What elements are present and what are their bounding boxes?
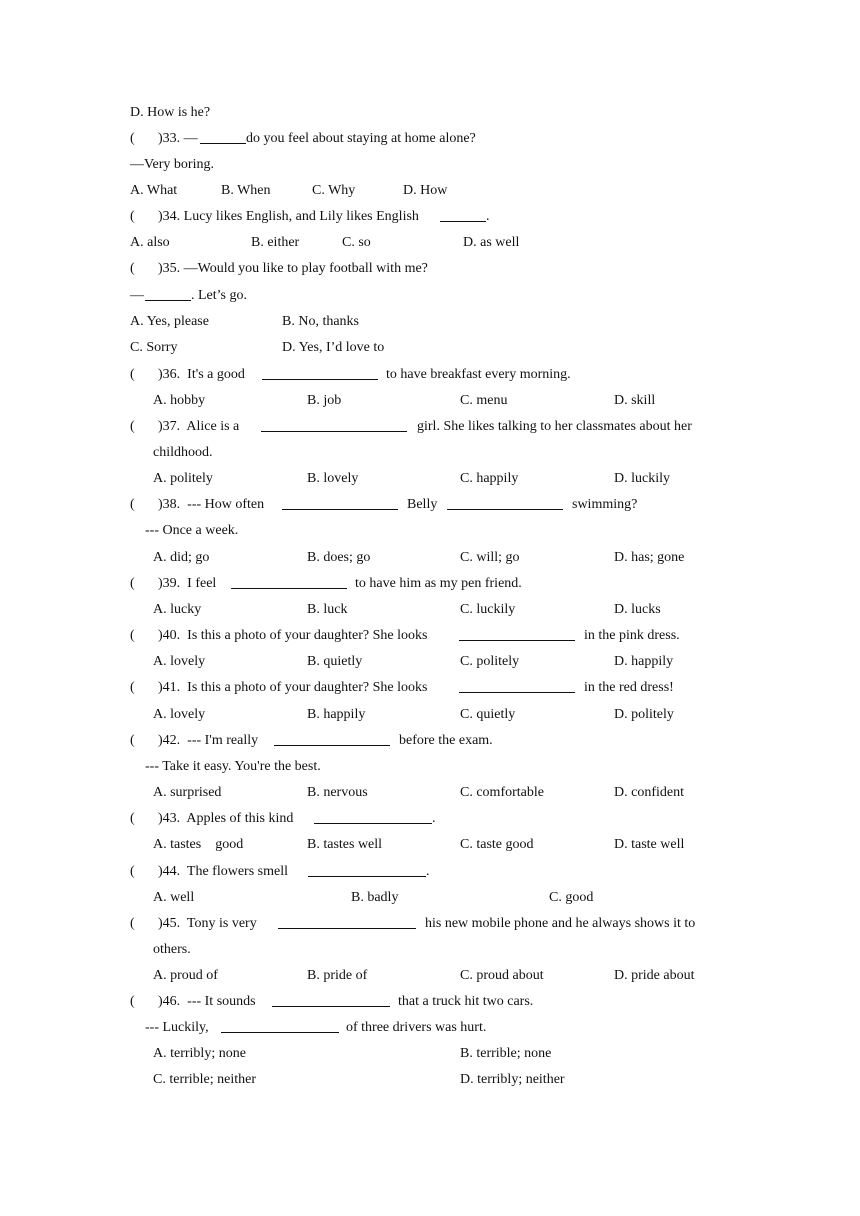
answer-blank	[231, 576, 347, 589]
q46-option-c: C. terrible; neither	[153, 1072, 257, 1087]
q39-option-d: D. lucks	[614, 602, 661, 617]
q44-option-b: B. badly	[351, 890, 399, 905]
q36-option-c: C. menu	[460, 393, 508, 408]
q37-option-a: A. politely	[153, 471, 213, 486]
q36-stem: ( )36. It's a good to have breakfast every morning.	[130, 367, 571, 382]
q43-option-d: D. taste well	[614, 837, 685, 852]
q38-answer: --- Once a week.	[145, 523, 239, 538]
q43-option-a: A. tastes good	[153, 837, 244, 852]
answer-blank	[459, 628, 575, 641]
answer-blank	[274, 733, 390, 746]
q40-stem: ( )40. Is this a photo of your daughter? She looks in the pink dress.	[130, 628, 680, 643]
q46-option-a: A. terribly; none	[153, 1046, 246, 1061]
answer-blank	[262, 367, 378, 380]
q33-option-d: D. How	[403, 183, 448, 198]
q43-option-c: C. taste good	[460, 837, 534, 852]
q36-option-a: A. hobby	[153, 393, 206, 408]
q39-option-b: B. luck	[307, 602, 348, 617]
q36-option-d: D. skill	[614, 393, 656, 408]
q35-reply: — . Let’s go.	[130, 288, 247, 303]
q45-stem: ( )45. Tony is very his new mobile phone and he always shows it to	[130, 916, 696, 931]
q38-option-a: A. did; go	[153, 550, 210, 565]
answer-paren: (	[130, 131, 135, 146]
answer-blank	[282, 497, 398, 510]
q33-stem: ( )33. — do you feel about staying at home alone?	[130, 131, 476, 146]
q40-option-b: B. quietly	[307, 654, 363, 669]
answer-blank	[314, 811, 432, 824]
answer-blank	[459, 680, 575, 693]
q45-stem-cont: others.	[153, 942, 191, 957]
q42-stem: ( )42. --- I'm really before the exam.	[130, 733, 493, 748]
answer-blank	[200, 131, 246, 144]
q33-option-c: C. Why	[312, 183, 356, 198]
q38-option-d: D. has; gone	[614, 550, 685, 565]
q35-option-c: C. Sorry	[130, 340, 178, 355]
q37-option-b: B. lovely	[307, 471, 359, 486]
q39-stem: ( )39. I feel to have him as my pen friend.	[130, 576, 522, 591]
q37-option-d: D. luckily	[614, 471, 670, 486]
q35-option-d: D. Yes, I’d love to	[282, 340, 385, 355]
q37-stem: ( )37. Alice is a girl. She likes talking to her classmates about her	[130, 419, 692, 434]
answer-blank	[308, 864, 426, 877]
q44-option-c: C. good	[549, 890, 594, 905]
q37-stem-cont: childhood.	[153, 445, 213, 460]
q37-option-c: C. happily	[460, 471, 519, 486]
q44-option-a: A. well	[153, 890, 195, 905]
q39-option-c: C. luckily	[460, 602, 516, 617]
q34-option-d: D. as well	[463, 235, 520, 250]
q40-option-a: A. lovely	[153, 654, 206, 669]
q45-option-c: C. proud about	[460, 968, 544, 983]
answer-blank	[272, 994, 390, 1007]
q42-option-b: B. nervous	[307, 785, 368, 800]
q41-option-b: B. happily	[307, 707, 366, 722]
q38-stem: ( )38. --- How often Belly swimming?	[130, 497, 638, 512]
answer-blank	[261, 419, 407, 432]
q40-option-c: C. politely	[460, 654, 520, 669]
q46-option-d: D. terribly; neither	[460, 1072, 565, 1087]
answer-blank	[278, 916, 416, 929]
q46-option-b: B. terrible; none	[460, 1046, 552, 1061]
q38-option-b: B. does; go	[307, 550, 371, 565]
q46-stem: ( )46. --- It sounds that a truck hit two cars.	[130, 994, 534, 1009]
answer-blank	[145, 288, 191, 301]
answer-blank	[440, 209, 486, 222]
q33-option-b: B. When	[221, 183, 271, 198]
q34-option-c: C. so	[342, 235, 371, 250]
q43-stem: ( )43. Apples of this kind .	[130, 811, 436, 826]
q41-option-d: D. politely	[614, 707, 674, 722]
answer-blank	[447, 497, 563, 510]
q43-option-b: B. tastes well	[307, 837, 383, 852]
q32-option-d: D. How is he?	[130, 105, 211, 120]
q40-option-d: D. happily	[614, 654, 674, 669]
q34-stem: ( )34. Lucy likes English, and Lily likes English .	[130, 209, 490, 224]
q41-stem: ( )41. Is this a photo of your daughter? She looks in the red dress!	[130, 680, 674, 695]
q33-answer: —Very boring.	[130, 157, 214, 172]
q42-option-a: A. surprised	[153, 785, 222, 800]
q39-option-a: A. lucky	[153, 602, 202, 617]
q45-option-b: B. pride of	[307, 968, 368, 983]
q46-reply: --- Luckily, of three drivers was hurt.	[145, 1020, 487, 1035]
q42-option-c: C. comfortable	[460, 785, 544, 800]
q42-option-d: D. confident	[614, 785, 684, 800]
q41-option-a: A. lovely	[153, 707, 206, 722]
q33-option-a: A. What	[130, 183, 178, 198]
q38-option-c: C. will; go	[460, 550, 520, 565]
q45-option-a: A. proud of	[153, 968, 218, 983]
q44-stem: ( )44. The flowers smell .	[130, 864, 430, 879]
q45-option-d: D. pride about	[614, 968, 695, 983]
q41-option-c: C. quietly	[460, 707, 516, 722]
q34-option-a: A. also	[130, 235, 170, 250]
q42-answer: --- Take it easy. You're the best.	[145, 759, 321, 774]
q35-option-a: A. Yes, please	[130, 314, 209, 329]
q36-option-b: B. job	[307, 393, 342, 408]
q35-option-b: B. No, thanks	[282, 314, 359, 329]
answer-blank	[221, 1020, 339, 1033]
q35-stem: ( )35. —Would you like to play football with me?	[130, 261, 428, 276]
q34-option-b: B. either	[251, 235, 300, 250]
